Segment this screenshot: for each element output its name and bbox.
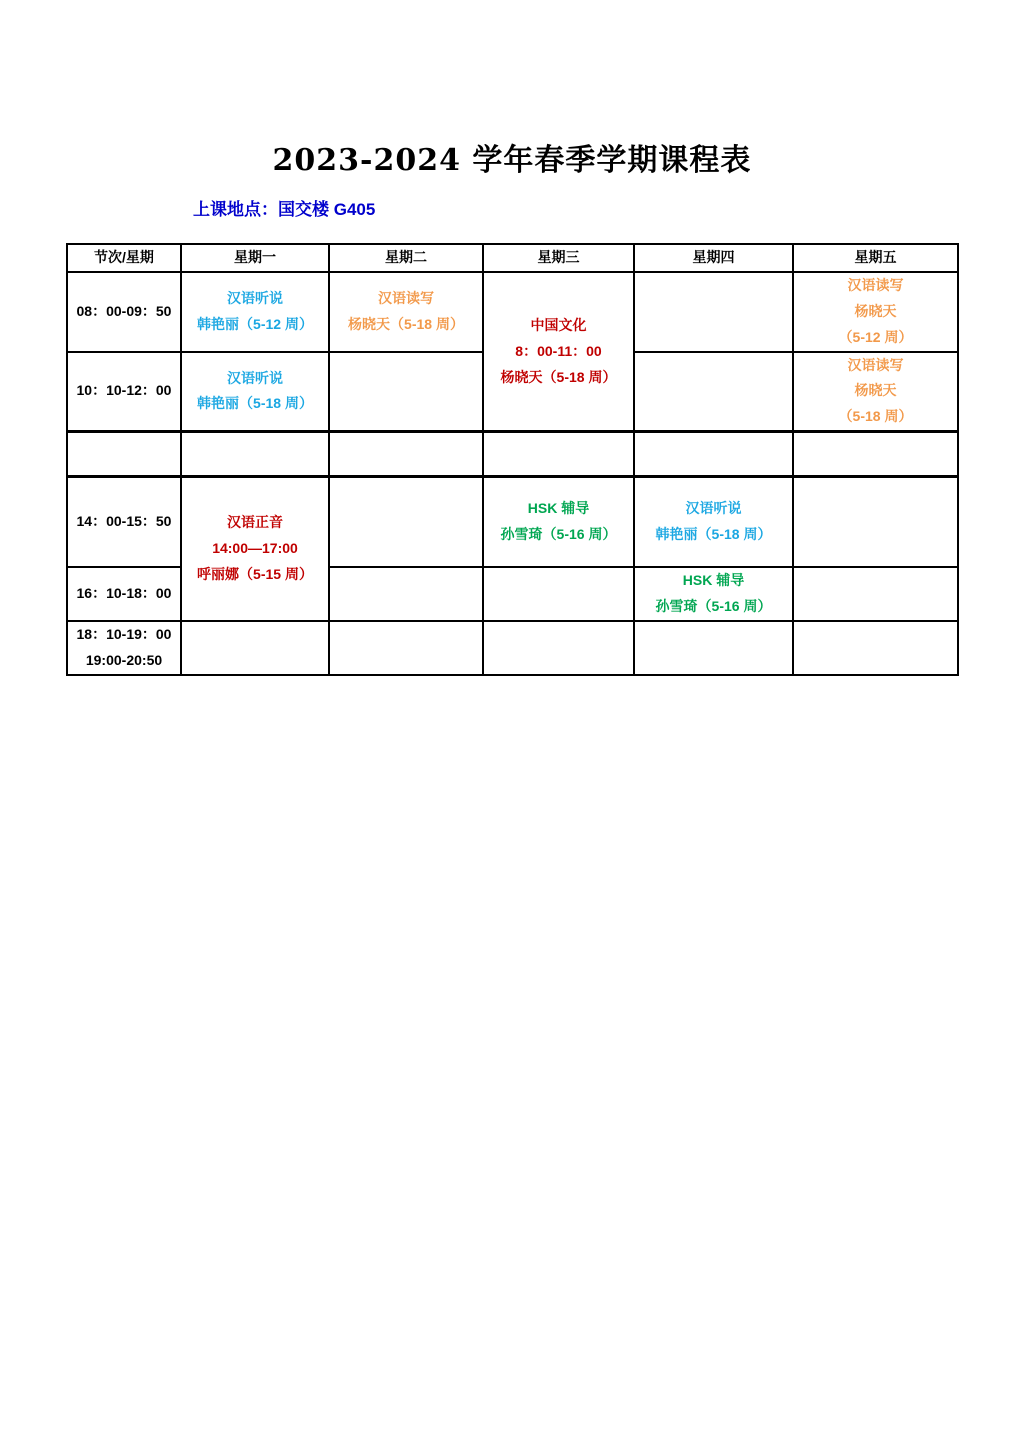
course-cell-fri-slot2 <box>793 352 958 432</box>
course-name: 汉语读写 <box>847 356 904 373</box>
course-teacher: 杨晓天 <box>854 302 897 319</box>
course-cell-wed-break-empty <box>483 432 634 477</box>
time-cell-slot6 <box>67 621 181 675</box>
course-cell-mon-slot2 <box>181 352 329 432</box>
course-cell-fri-slot4-empty <box>793 477 958 567</box>
course-name: 中国文化 <box>530 316 587 333</box>
course-name: 汉语读写 <box>847 276 904 293</box>
header-cell-tuesday: 星期二 <box>329 244 483 272</box>
course-name: 汉语听说 <box>685 500 742 517</box>
course-name: HSK 辅导 <box>682 571 745 588</box>
course-cell-thu-slot4 <box>634 477 793 567</box>
course-teacher-weeks: 韩艳丽（5-18 周） <box>655 525 772 542</box>
course-teacher-weeks: 孙雪琦（5-16 周） <box>500 525 617 542</box>
course-weeks: （5-12 周） <box>838 328 913 345</box>
header-cell-monday: 星期一 <box>181 244 329 272</box>
course-cell-tue-slot1 <box>329 272 483 352</box>
header-cell-corner: 节次/星期 <box>67 244 181 272</box>
time-slot6-line2: 19:00-20:50 <box>85 651 163 668</box>
course-name: 汉语听说 <box>227 369 283 386</box>
course-time: 14:00—17:00 <box>212 540 298 557</box>
course-cell-wed-slot1-2 <box>483 272 634 432</box>
course-teacher-weeks: 孙雪琦（5-16 周） <box>655 597 772 614</box>
course-name: 汉语读写 <box>378 289 434 306</box>
course-cell-thu-break-empty <box>634 432 793 477</box>
course-teacher-weeks: 杨晓天（5-18 周） <box>348 315 464 332</box>
course-cell-wed-slot6-empty <box>483 621 634 675</box>
course-teacher-weeks: 杨晓天（5-18 周） <box>500 368 617 385</box>
row-slot1 <box>67 272 958 352</box>
course-cell-tue-slot6-empty <box>329 621 483 675</box>
course-cell-fri-slot1 <box>793 272 958 352</box>
course-cell-mon-slot6-empty <box>181 621 329 675</box>
time-cell-slot4: 14：00-15：50 <box>67 477 181 567</box>
page-title: 2023-2024 学年春季学期课程表 <box>272 143 752 178</box>
course-cell-fri-break-empty <box>793 432 958 477</box>
course-cell-mon-slot1 <box>181 272 329 352</box>
class-location-label: 上课地点：国交楼 G405 <box>193 200 376 219</box>
time-cell-slot2: 10：10-12：00 <box>67 352 181 432</box>
header-row <box>67 244 958 272</box>
course-cell-tue-slot4-empty <box>329 477 483 567</box>
course-cell-mon-slot4-5 <box>181 477 329 621</box>
time-cell-slot1: 08：00-09：50 <box>67 272 181 352</box>
course-name: 汉语正音 <box>227 514 283 531</box>
header-cell-wednesday: 星期三 <box>483 244 634 272</box>
course-name: 汉语听说 <box>227 289 283 306</box>
course-teacher-weeks: 韩艳丽（5-18 周） <box>197 395 313 412</box>
header-cell-thursday: 星期四 <box>634 244 793 272</box>
course-cell-thu-slot6-empty <box>634 621 793 675</box>
course-cell-tue-slot2-empty <box>329 352 483 432</box>
course-cell-mon-break-empty <box>181 432 329 477</box>
course-time: 8：00-11：00 <box>515 342 602 359</box>
time-cell-break-empty <box>67 432 181 477</box>
course-cell-tue-break-empty <box>329 432 483 477</box>
time-cell-slot5: 16：10-18：00 <box>67 567 181 621</box>
course-teacher-weeks: 韩艳丽（5-12 周） <box>197 315 313 332</box>
course-teacher: 杨晓天 <box>854 382 897 399</box>
course-cell-fri-slot5-empty <box>793 567 958 621</box>
time-slot6-line1: 18：10-19：00 <box>76 625 172 642</box>
course-cell-thu-slot2-empty <box>634 352 793 432</box>
course-cell-fri-slot6-empty <box>793 621 958 675</box>
course-name: HSK 辅导 <box>527 500 590 517</box>
row-slot4 <box>67 477 958 567</box>
course-cell-wed-slot4 <box>483 477 634 567</box>
course-cell-thu-slot1-empty <box>634 272 793 352</box>
header-cell-friday: 星期五 <box>793 244 958 272</box>
course-cell-thu-slot5 <box>634 567 793 621</box>
schedule-table <box>66 243 959 676</box>
course-teacher-weeks: 呼丽娜（5-15 周） <box>197 565 313 582</box>
course-cell-tue-slot5-empty <box>329 567 483 621</box>
row-break <box>67 432 958 477</box>
row-slot6 <box>67 621 958 675</box>
course-weeks: （5-18 周） <box>838 408 913 425</box>
course-cell-wed-slot5-empty <box>483 567 634 621</box>
